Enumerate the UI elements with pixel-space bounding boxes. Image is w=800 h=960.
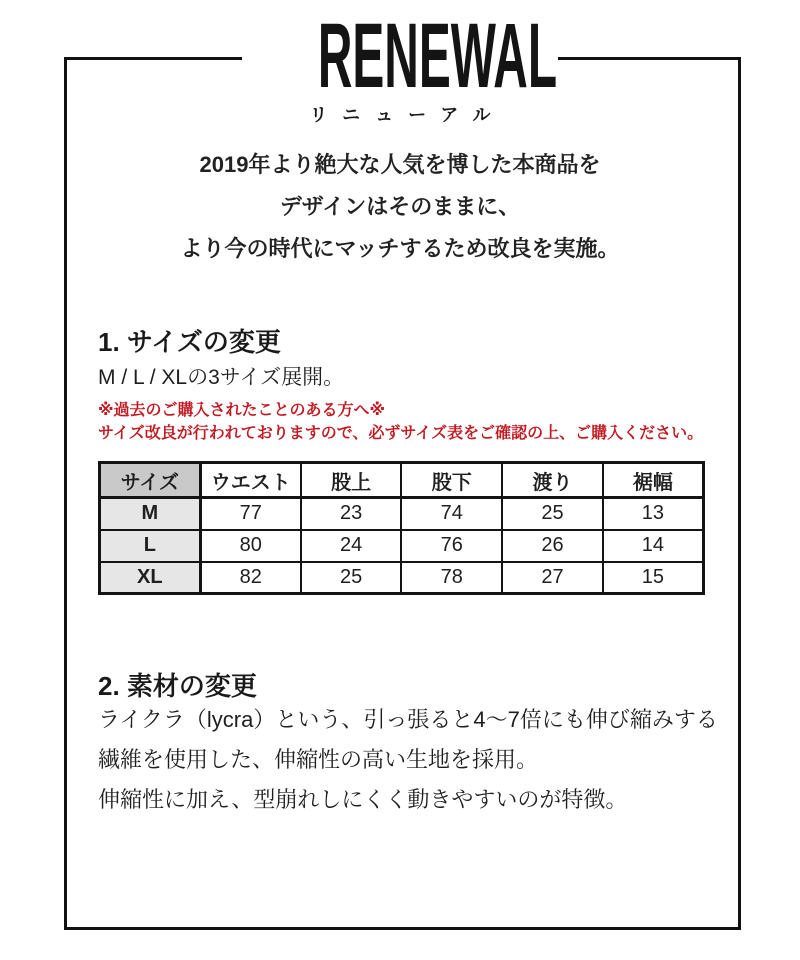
intro-line: 2019年より絶大な人気を博した本商品を: [199, 152, 601, 177]
size-table-header-cell: ウエスト: [200, 463, 301, 498]
table-cell: 78: [401, 562, 502, 594]
table-row: [100, 498, 704, 530]
intro-line: デザインはそのままに、: [279, 194, 521, 219]
section2-text: [98, 700, 718, 820]
size-label-cell: M: [100, 498, 201, 530]
table-cell: 26: [502, 530, 603, 562]
table-cell: 80: [200, 530, 301, 562]
table-row: [100, 562, 704, 594]
size-label-cell: L: [100, 530, 201, 562]
size-table-header-cell: 股上: [301, 463, 402, 498]
section1-subtitle: M / L / XLの3サイズ展開。: [98, 366, 345, 389]
table-cell: 27: [502, 562, 603, 594]
table-cell: 13: [603, 498, 704, 530]
title-renewal-ja: リニューアル: [309, 105, 506, 125]
section2-heading: 2. 素材の変更: [98, 671, 257, 701]
table-cell: 25: [301, 562, 402, 594]
table-cell: 23: [301, 498, 402, 530]
table-cell: 24: [301, 530, 402, 562]
table-cell: 25: [502, 498, 603, 530]
title-renewal-en: RENEWAL: [317, 5, 558, 107]
size-table-header-row: [100, 463, 704, 498]
section2-line: ライクラ（lycra）という、引っ張ると4〜7倍にも伸び縮みする: [98, 707, 718, 732]
size-table-header-cell: サイズ: [100, 463, 201, 498]
table-cell: 15: [603, 562, 704, 594]
table-cell: 14: [603, 530, 704, 562]
notice-line: ※過去のご購入されたことのある方へ※: [98, 402, 386, 419]
intro-line: より今の時代にマッチするため改良を実施。: [180, 236, 620, 261]
purchase-notice: [98, 399, 703, 445]
size-table: [98, 461, 705, 595]
section2-line: 伸縮性に加え、型崩れしにくく動きやすいのが特徴。: [98, 787, 628, 812]
table-row: [100, 530, 704, 562]
intro-text: [0, 144, 800, 270]
size-table-header-cell: 股下: [401, 463, 502, 498]
table-cell: 74: [401, 498, 502, 530]
section1-heading: 1. サイズの変更: [98, 327, 281, 357]
size-table-header-cell: 渡り: [502, 463, 603, 498]
table-cell: 76: [401, 530, 502, 562]
table-cell: 82: [200, 562, 301, 594]
section2-line: 繊維を使用した、伸縮性の高い生地を採用。: [98, 747, 539, 772]
size-label-cell: XL: [100, 562, 201, 594]
size-table-header-cell: 裾幅: [603, 463, 704, 498]
table-cell: 77: [200, 498, 301, 530]
notice-line: サイズ改良が行われておりますので、必ずサイズ表をご確認の上、ご購入ください。: [98, 425, 704, 442]
title-block: [242, 5, 558, 127]
